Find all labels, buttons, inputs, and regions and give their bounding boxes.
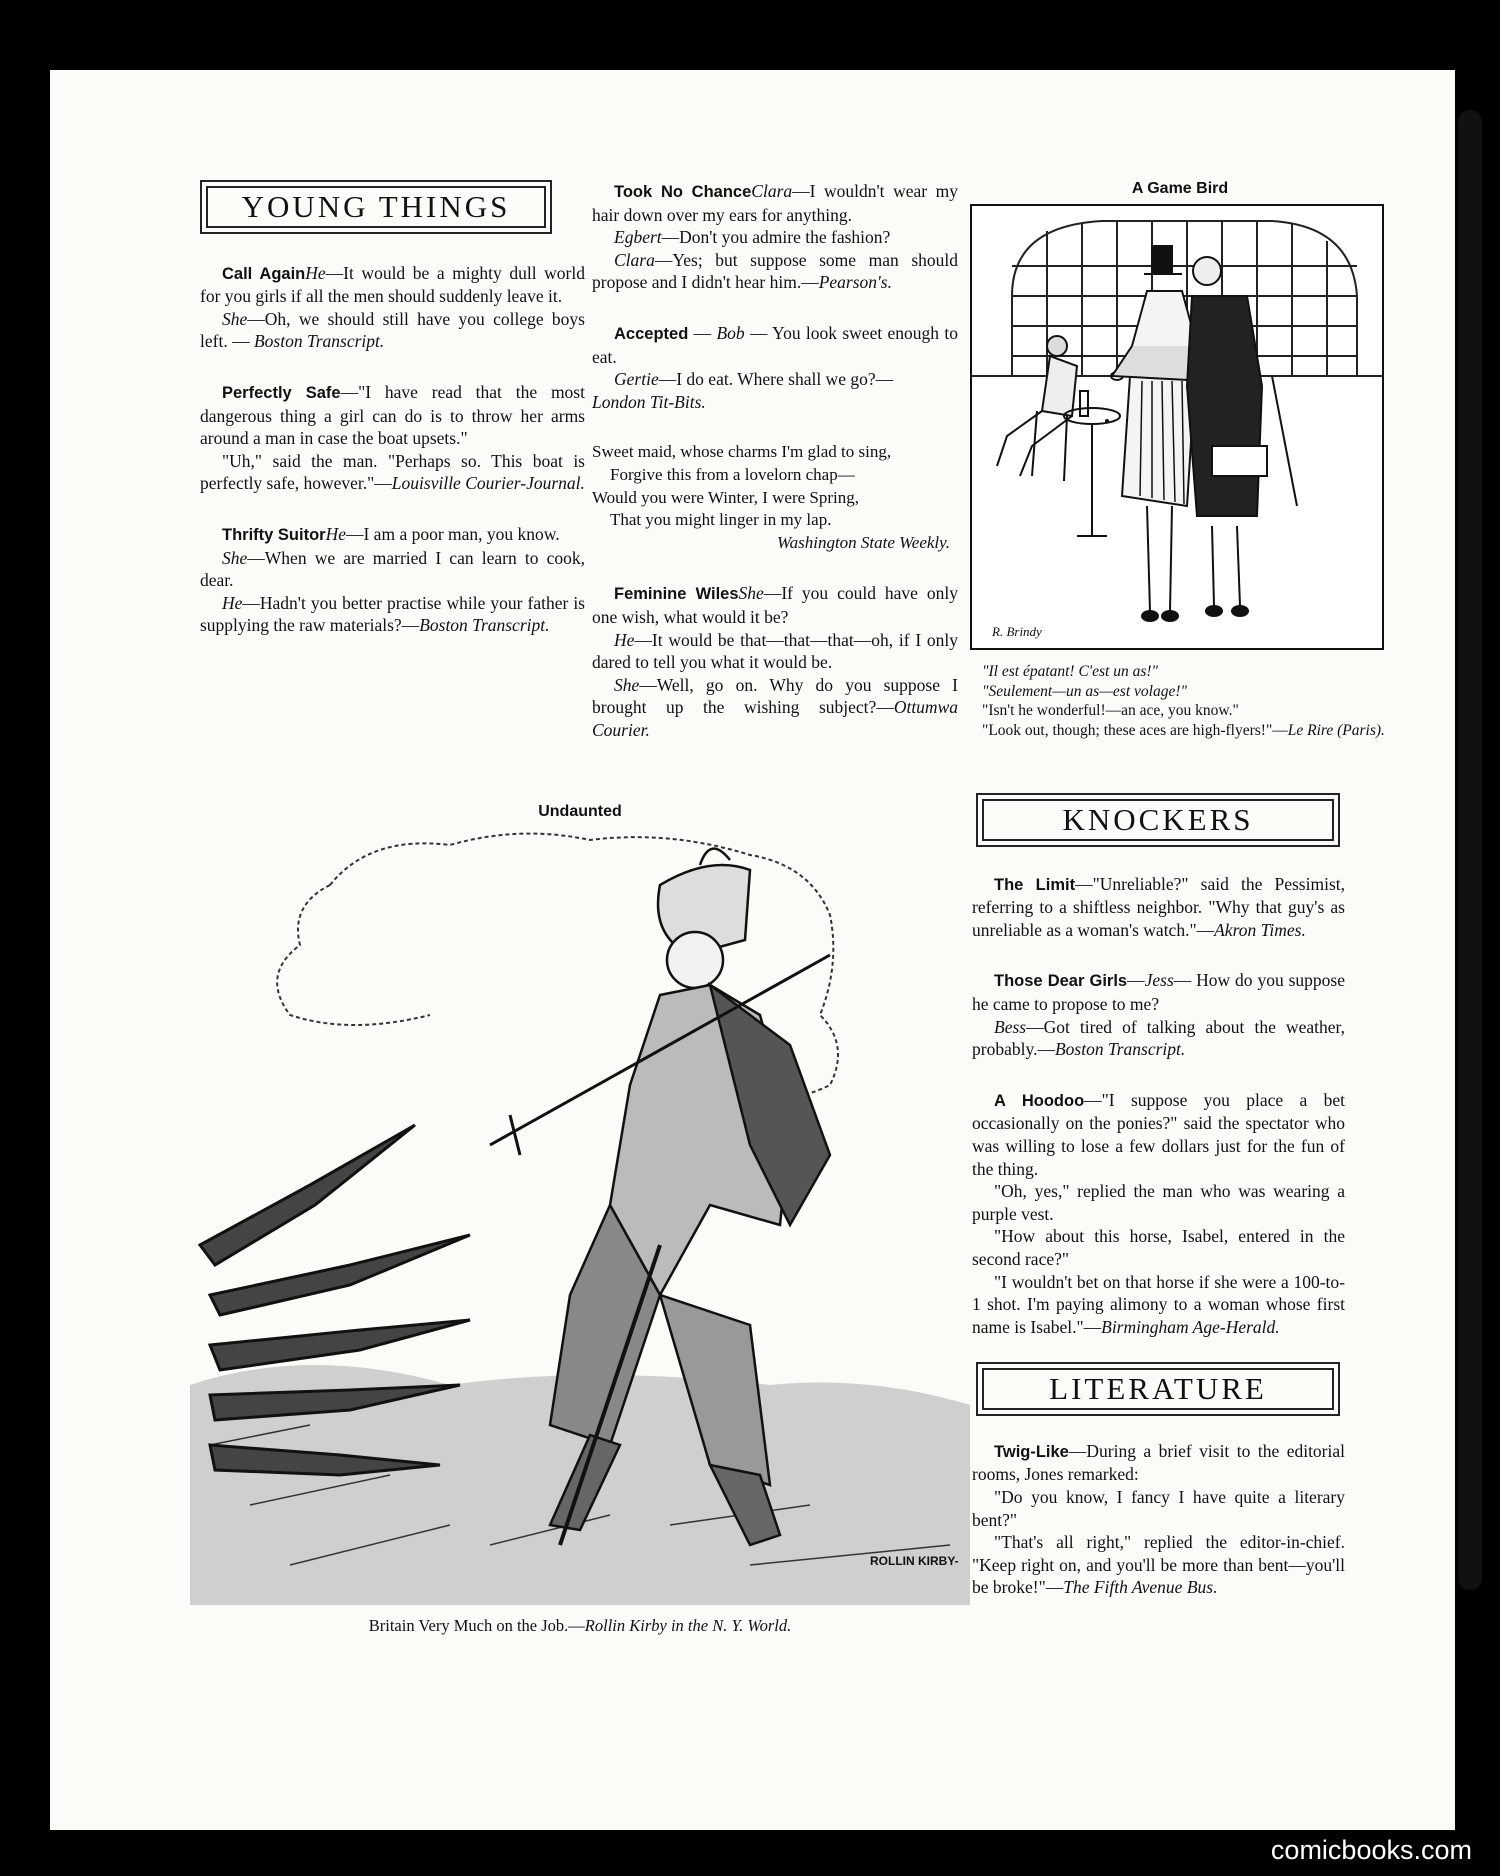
section-header-literature: LITERATURE (976, 1362, 1340, 1416)
cafe-illustration (972, 206, 1382, 648)
item-those-dear-girls: Those Dear Girls—Jess— How do you suppose he came to propose to me? Bess—Got tired of talking about the weather, probably.—Boston Transcript. (972, 970, 1345, 1060)
source-credit: Akron Times. (1214, 919, 1306, 940)
artist-signature: R. Brindy (992, 624, 1042, 639)
item-feminine-wiles: Feminine WilesShe—If you could have only one wish, what would it be? He—It would be that—that—that—oh, if I only dared to tell you what it would be. She—Well, go on. Why do you suppose I brought up the wishing subject?—Ottumwa Courier. (592, 583, 958, 740)
cartoon-title: A Game Bird (1131, 180, 1229, 197)
item-heading: A Hoodoo (994, 1091, 1085, 1110)
item-heading: The Limit (994, 875, 1076, 894)
item-the-limit: The Limit—"Unreliable?" said the Pessimist, referring to a shiftless neighbor. "Why that guy's as unreliable as a woman's watch."—Akron Times. (972, 873, 1345, 940)
item-heading: Call Again (222, 264, 306, 283)
item-heading: Accepted (614, 324, 689, 343)
source-credit: Washington State Weekly. (777, 532, 950, 552)
item-call-again: Call AgainHe—It would be a mighty dull world for you girls if all the men should suddenly leave it. She—Oh, we should still have you college boys left. — Boston Transcript. (200, 262, 585, 352)
item-perfectly-safe: Perfectly Safe—"I have read that the most dangerous thing a girl can do is to throw her arms around a man in case the boat upsets." "Uh," said the man. "Perhaps so. This boat is perfectly safe, however."—Louisville Courier-Journal. (200, 381, 585, 494)
source-credit: Ottumwa Courier. (592, 697, 958, 740)
source-credit: Rollin Kirby in the N. Y. World. (584, 1616, 792, 1635)
column-3 (972, 793, 1345, 1599)
section-header-young-things: YOUNG THINGS (200, 180, 552, 234)
item-took-no-chance: Took No ChanceClara—I wouldn't wear my hair down over my ears for anything. Egbert—Don't you admire the fashion? Clara—Yes; but suppose some man should propose and I didn't hear him.—Pearson's. (592, 181, 958, 293)
undaunted-cartoon (190, 803, 970, 1636)
item-heading: Took No Chance (614, 183, 752, 201)
source-credit: London Tit-Bits. (592, 391, 706, 412)
magazine-page (50, 70, 1455, 1830)
item-heading: Perfectly Safe (222, 383, 341, 402)
item-heading: Thrifty Suitor (222, 525, 326, 544)
item-verse: Sweet maid, whose charms I'm glad to sing, Forgive this from a lovelorn chap— Would you were Winter, I were Spring, That you might linger in my lap. Washington State Weekly. (592, 442, 950, 552)
game-bird-cartoon (970, 180, 1390, 740)
item-heading: Twig-Like (994, 1442, 1069, 1461)
artist-signature: ROLLIN KIRBY- (870, 1554, 959, 1568)
source-credit: The Fifth Avenue Bus. (1063, 1577, 1218, 1598)
cartoon-caption: "Il est épatant! C'est un as!" "Seulement—un as—est volage!" "Isn't he wonderful!—an ace, you know." "Look out, though; these aces are high-flyers!"—Le Rire (Paris). (982, 663, 1385, 739)
source-credit: Boston Transcript. (253, 331, 385, 352)
cartoon-title: Undaunted (538, 803, 622, 820)
section-header-knockers: KNOCKERS (976, 793, 1340, 847)
source-credit: Boston Transcript. (1054, 1039, 1186, 1060)
cartoon-frame (970, 204, 1384, 650)
column-2 (592, 180, 958, 741)
source-credit: Le Rire (Paris). (1287, 721, 1385, 739)
item-heading: Those Dear Girls (994, 972, 1128, 991)
item-heading: Feminine Wiles (614, 585, 739, 604)
item-accepted: Accepted — Bob — You look sweet enough to eat. Gertie—I do eat. Where shall we go?— London Tit-Bits. (592, 322, 958, 412)
source-credit: Birmingham Age-Herald. (1101, 1316, 1280, 1337)
item-twig-like: Twig-Like—During a brief visit to the editorial rooms, Jones remarked: "Do you know, I fancy I have quite a literary bent?" "That's all right," replied the editor-in-chief. "Keep right on, and you'll be more than bent—you'll be broke!"—The Fifth Avenue Bus. (972, 1440, 1345, 1598)
britannia-illustration (190, 825, 970, 1605)
cartoon-caption: Britain Very Much on the Job.—Rollin Kirby in the N. Y. World. (368, 1616, 792, 1635)
site-watermark: comicbooks.com (1270, 1835, 1472, 1865)
source-credit: Pearson's. (818, 272, 892, 293)
item-a-hoodoo: A Hoodoo—"I suppose you place a bet occasionally on the ponies?" said the spectator who was willing to lose a few dollars just for the fun of the thing. "Oh, yes," replied the man who was wearing a purple vest. "How about this horse, Isabel, entered in the second race?" "I wouldn't bet on that horse if she were a 100-to-1 shot. I'm paying alimony to a woman whose first name is Isabel."—Birmingham Age-Herald. (972, 1089, 1345, 1337)
item-thrifty-suitor: Thrifty SuitorHe—I am a poor man, you know. She—When we are married I can learn to cook, dear. He—Hadn't you better practise while your father is supplying the raw materials?—Boston Transcript. (200, 523, 585, 636)
source-credit: Louisville Courier-Journal. (391, 473, 585, 494)
column-1 (200, 180, 585, 637)
next-page-edge (1458, 110, 1482, 1590)
source-credit: Boston Transcript. (419, 615, 550, 636)
